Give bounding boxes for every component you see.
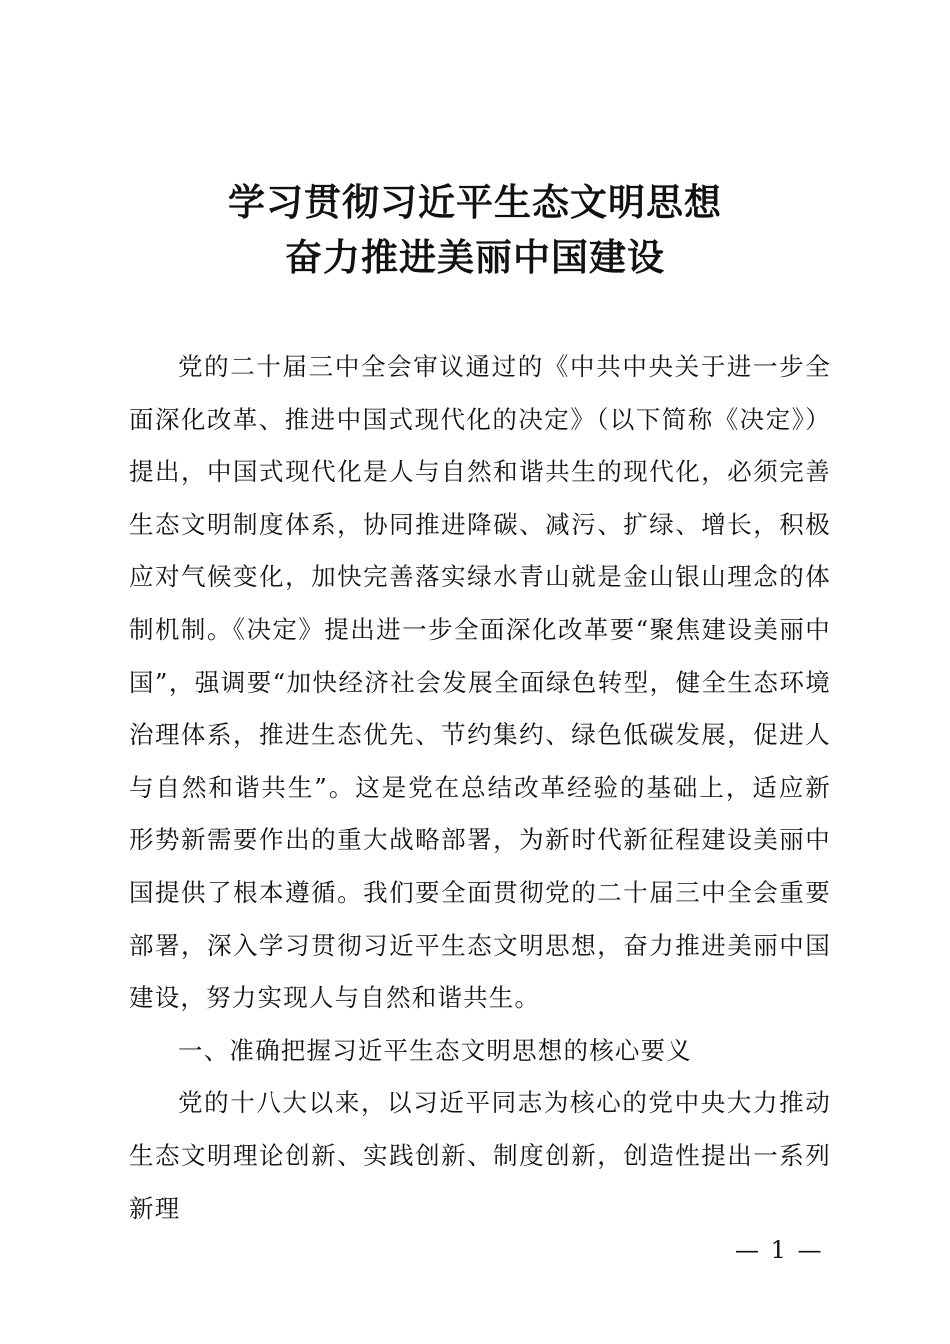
body-paragraph-intro: 党的二十届三中全会审议通过的《中共中央关于进一步全面深化改革、推进中国式现代化的决定》（以下简称《决定》）提出，中国式现代化是人与自然和谐共生的现代化，必须完善生态文明制度体系，协同推进降碳、减污、扩绿、增长，积极应对气候变化，加快完善落实绿水青山就是金山银山理念的体制机制。《决定》提出进一步全面深化改革要“聚焦建设美丽中国”，强调要“加快经济社会发展全面绿色转型，健全生态环境治理体系，推进生态优先、节约集约、绿色低碳发展，促进人与自然和谐共生”。这是党在总结改革经验的基础上，适应新形势新需要作出的重大战略部署，为新时代新征程建设美丽中国提供了根本遵循。我们要全面贯彻党的二十届三中全会重要部署，深入学习贯彻习近平生态文明思想，奋力推进美丽中国建设，努力实现人与自然和谐共生。 [129, 352, 831, 1013]
section-heading-1: 一、准确把握习近平生态文明思想的核心要义 [178, 1035, 692, 1065]
document-body [129, 341, 831, 1235]
body-paragraph-section-1: 党的十八大以来，以习近平同志为核心的党中央大力推动生态文明理论创新、实践创新、制度创新，创造性提出一系列新理 [129, 1088, 831, 1223]
document-title-line-2: 奋力推进美丽中国建设 [285, 236, 665, 279]
document-title-line-1: 学习贯彻习近平生态文明思想 [228, 181, 722, 224]
page-number: — 1 — [735, 1236, 824, 1264]
